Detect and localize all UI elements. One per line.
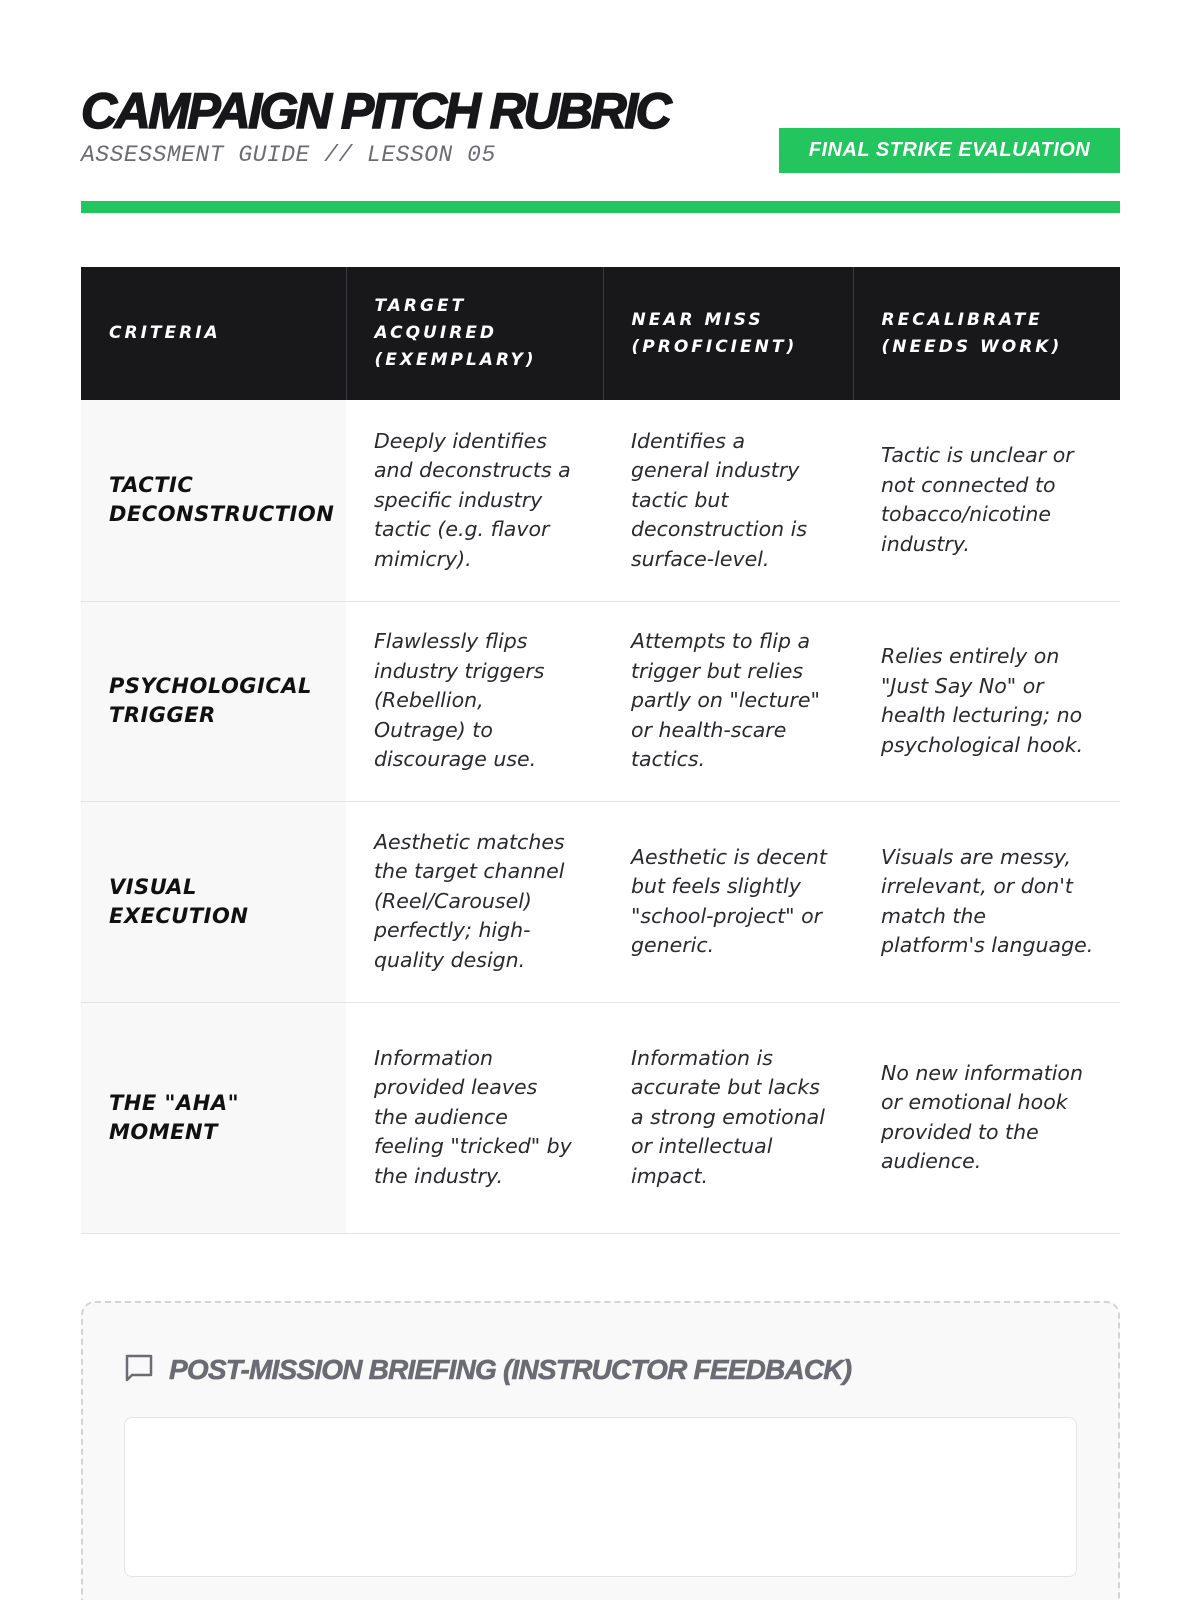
column-header-criteria: CRITERIA xyxy=(81,267,346,400)
feedback-heading xyxy=(123,1353,851,1387)
table-row xyxy=(81,400,1120,601)
feedback-title: POST-MISSION BRIEFING (INSTRUCTOR FEEDBACK) xyxy=(169,1354,852,1385)
evaluation-badge: FINAL STRIKE EVALUATION xyxy=(779,128,1120,173)
exemplary-cell: Deeply identifies and deconstructs a specific industry tactic (e.g. flavor mimicry). xyxy=(346,400,603,601)
column-header-exemplary: TARGET ACQUIRED (EXEMPLARY) xyxy=(346,267,603,400)
criteria-cell: THE "AHA" MOMENT xyxy=(81,1002,346,1233)
table-row xyxy=(81,801,1120,1002)
table-row xyxy=(81,601,1120,801)
criteria-cell: VISUAL EXECUTION xyxy=(81,801,346,1002)
accent-divider xyxy=(81,201,1120,213)
needs-work-cell: Tactic is unclear or not connected to tobacco/nicotine industry. xyxy=(853,400,1120,601)
criteria-cell: TACTIC DECONSTRUCTION xyxy=(81,400,346,601)
exemplary-cell: Aesthetic matches the target channel (Reel/Carousel) perfectly; high-quality design. xyxy=(346,801,603,1002)
needs-work-cell: Relies entirely on "Just Say No" or health lecturing; no psychological hook. xyxy=(853,601,1120,801)
instructor-feedback-input[interactable] xyxy=(124,1417,1077,1577)
exemplary-cell: Information provided leaves the audience feeling "tricked" by the industry. xyxy=(346,1002,603,1233)
rubric-table xyxy=(81,267,1120,1234)
needs-work-cell: Visuals are messy, irrelevant, or don't match the platform's language. xyxy=(853,801,1120,1002)
feedback-section xyxy=(81,1301,1120,1600)
page-title: CAMPAIGN PITCH RUBRIC xyxy=(81,83,670,139)
needs-work-cell: No new information or emotional hook provided to the audience. xyxy=(853,1002,1120,1233)
proficient-cell: Identifies a general industry tactic but deconstruction is surface-level. xyxy=(603,400,853,601)
column-header-needs-work: RECALIBRATE (NEEDS WORK) xyxy=(853,267,1120,400)
table-row xyxy=(81,1002,1120,1233)
page-subtitle: ASSESSMENT GUIDE // LESSON 05 xyxy=(81,142,496,168)
chat-bubble-icon xyxy=(123,1353,155,1387)
criteria-cell: PSYCHOLOGICAL TRIGGER xyxy=(81,601,346,801)
column-header-proficient: NEAR MISS (PROFICIENT) xyxy=(603,267,853,400)
proficient-cell: Aesthetic is decent but feels slightly "school-project" or generic. xyxy=(603,801,853,1002)
proficient-cell: Information is accurate but lacks a strong emotional or intellectual impact. xyxy=(603,1002,853,1233)
table-header-row xyxy=(81,267,1120,400)
proficient-cell: Attempts to flip a trigger but relies partly on "lecture" or health-scare tactics. xyxy=(603,601,853,801)
exemplary-cell: Flawlessly flips industry triggers (Rebellion, Outrage) to discourage use. xyxy=(346,601,603,801)
